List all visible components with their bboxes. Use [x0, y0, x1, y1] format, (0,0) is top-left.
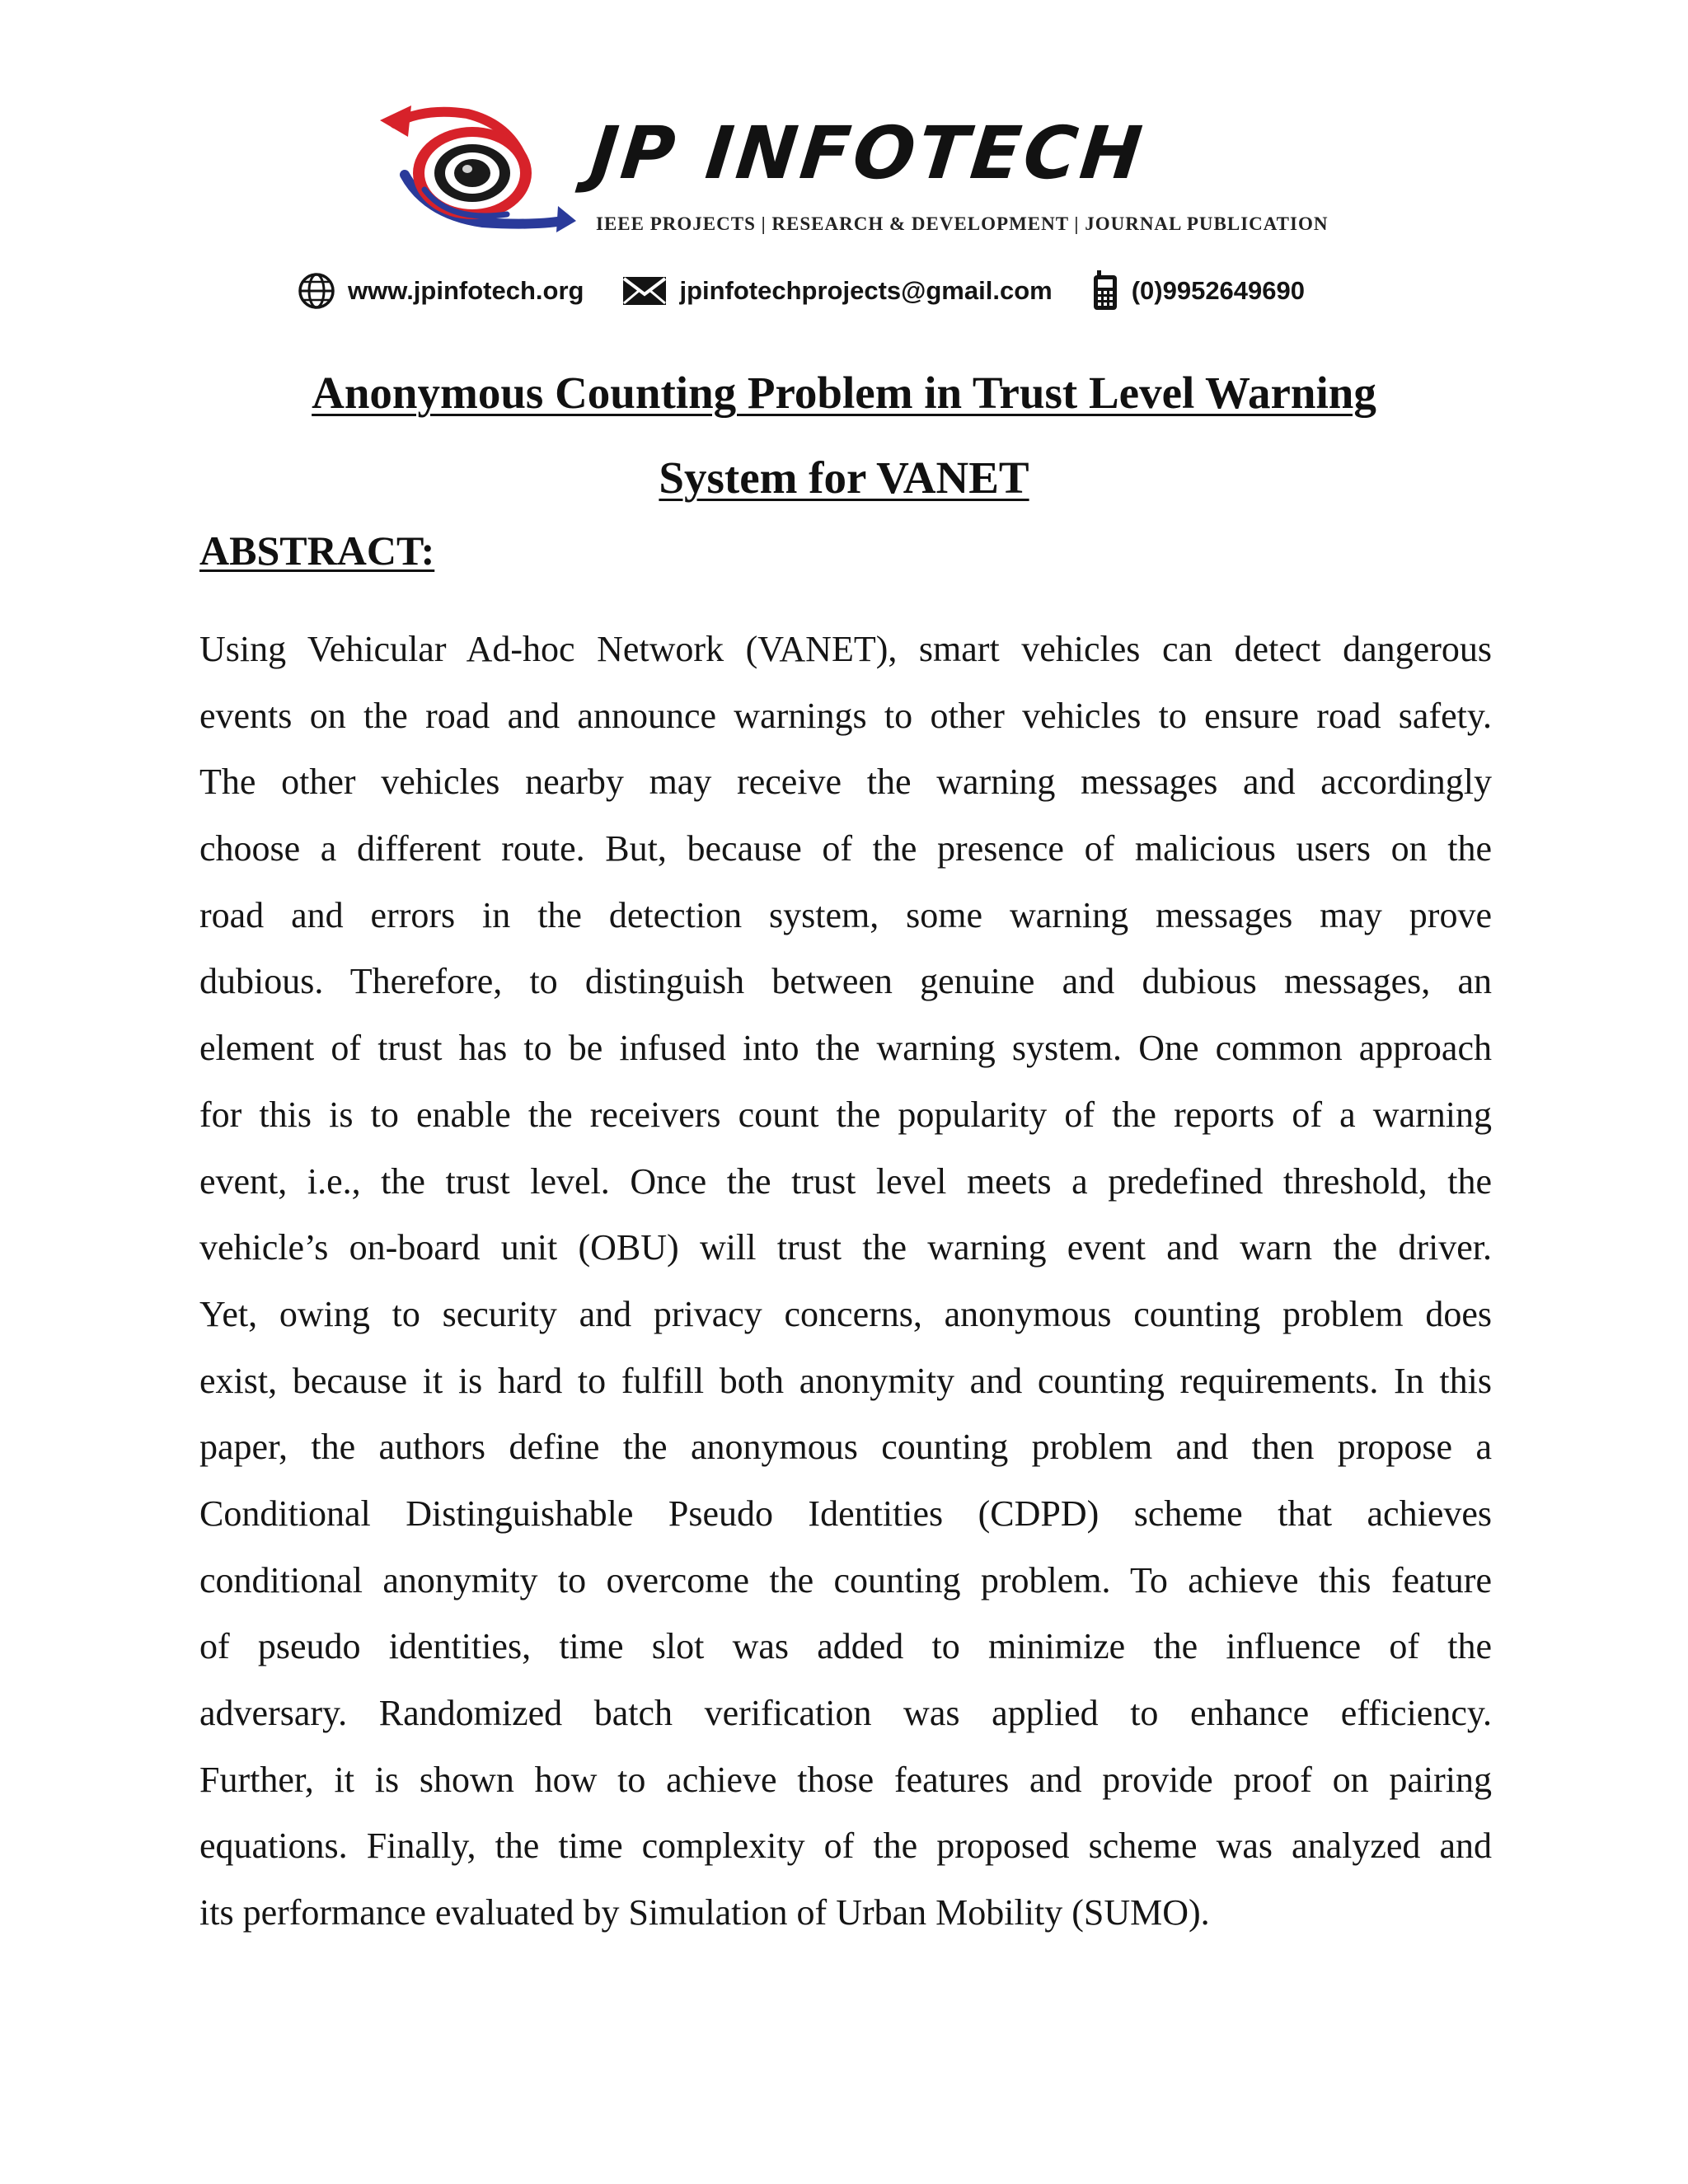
abstract-line: Further, it is shown how to achieve those features and provide proof on pairing [199, 1759, 1492, 1800]
phone-icon [1090, 270, 1120, 312]
envelope-icon [621, 274, 668, 307]
contact-website[interactable] [297, 271, 584, 311]
abstract-line: its performance evaluated by Simulation of Urban Mobility (SUMO). [199, 1892, 1210, 1933]
abstract-line: adversary. Randomized batch verification was applied to enhance efficiency. [199, 1693, 1492, 1733]
abstract-line: element of trust has to be infused into the warning system. One common approach [199, 1028, 1492, 1069]
abstract-line: The other vehicles nearby may receive the warning messages and accordingly [199, 762, 1492, 803]
abstract-line: Using Vehicular Ad-hoc Network (VANET), smart vehicles can detect dangerous [199, 629, 1492, 669]
letterhead [0, 0, 1688, 330]
jp-infotech-logo-icon [375, 99, 577, 235]
document-title [0, 350, 1688, 520]
title-line-2: System for VANET [659, 452, 1029, 503]
abstract-line: Yet, owing to security and privacy concerns, anonymous counting problem does [199, 1293, 1492, 1334]
abstract-line: conditional anonymity to overcome the counting problem. To achieve this feature [199, 1559, 1492, 1601]
abstract-line: equations. Finally, the time complexity of the proposed scheme was analyzed and [199, 1825, 1492, 1867]
abstract-line: choose a different route. But, because of the presence of malicious users on the [199, 828, 1492, 869]
brand-tagline: IEEE PROJECTS | RESEARCH & DEVELOPMENT | JOURNAL PUBLICATION [596, 213, 1329, 234]
abstract-line: vehicle’s on-board unit (OBU) will trust the warning event and warn the driver. [199, 1227, 1492, 1268]
abstract-line: exist, because it is hard to fulfill both anonymity and counting requirements. In this [199, 1360, 1492, 1401]
abstract-line: Conditional Distinguishable Pseudo Identities (CDPD) scheme that achieves [199, 1493, 1492, 1534]
title-line-1: Anonymous Counting Problem in Trust Level Warning [312, 368, 1376, 418]
contact-row [297, 270, 1401, 312]
abstract-line: events on the road and announce warnings to other vehicles to ensure road safety. [199, 695, 1492, 736]
email-text: jpinfotechprojects@gmail.com [679, 276, 1053, 305]
brand-name: JP INFOTECH [586, 110, 1150, 195]
abstract-line: event, i.e., the trust level. Once the trust level meets a predefined threshold, the [199, 1160, 1492, 1202]
abstract-body [199, 616, 1492, 1947]
abstract-line: road and errors in the detection system, some warning messages may prove [199, 894, 1492, 935]
company-logo [375, 99, 1329, 247]
contact-email[interactable] [621, 274, 1052, 307]
phone-text: (0)9952649690 [1131, 276, 1305, 305]
globe-icon [297, 271, 336, 311]
abstract-line: paper, the authors define the anonymous counting problem and then propose a [199, 1427, 1492, 1468]
website-text: www.jpinfotech.org [348, 276, 584, 305]
abstract-line: of pseudo identities, time slot was added to minimize the influence of the [199, 1626, 1492, 1667]
abstract-line: dubious. Therefore, to distinguish between genuine and dubious messages, an [199, 961, 1492, 1002]
abstract-heading: ABSTRACT: [199, 527, 435, 574]
contact-phone[interactable] [1090, 270, 1305, 312]
abstract-line: for this is to enable the receivers count the popularity of the reports of a warning [199, 1094, 1492, 1135]
